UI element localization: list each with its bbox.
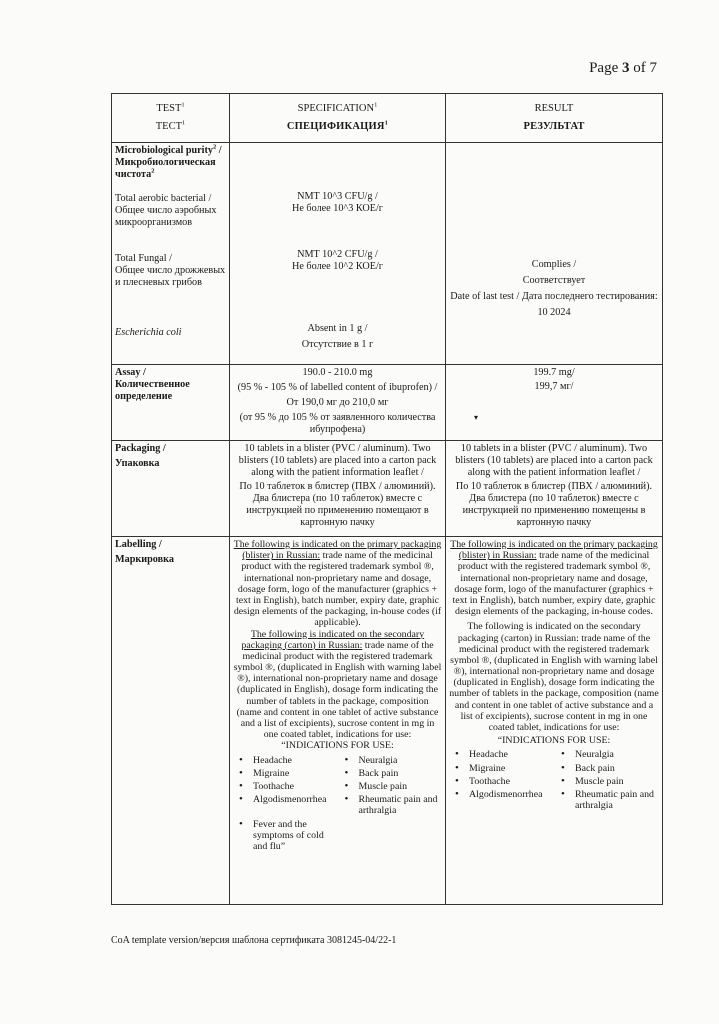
fungal-label-ru: Общее число дрожжевых и плесневых грибов <box>115 265 226 289</box>
ecoli-label: Escherichia coli <box>115 327 182 339</box>
micro-result-ru: Соответствует <box>522 275 586 287</box>
packaging-result-cell <box>446 441 663 537</box>
assay-test-cell <box>112 365 230 441</box>
page-current: 3 <box>622 60 630 76</box>
header-spec-ru: СПЕЦИФИКАЦИЯ <box>286 121 385 132</box>
micro-date-value: 10 2024 <box>537 307 571 319</box>
labelling-test-cell <box>112 537 230 905</box>
header-test <box>112 94 230 143</box>
indication-item: • Back pain <box>559 763 659 774</box>
header-specification <box>230 94 446 143</box>
indication-item: • Rheumatic pain and arthralgia <box>343 794 443 816</box>
primary-packaging-result <box>450 539 658 617</box>
indication-item: • Migraine <box>237 768 337 779</box>
indication-item: • Migraine <box>453 763 553 774</box>
micro-spec-cell <box>230 143 446 365</box>
micro-date-label: Date of last test / Дата последнего тестирования: <box>450 291 658 303</box>
indication-item: • Neuralgia <box>343 755 443 766</box>
micro-title: Microbiological purity$^2$ / Микробиологическая чистота$^2$ <box>115 143 222 181</box>
fungal-spec: NMT 10^2 CFU/g / <box>297 249 378 261</box>
assay-spec-pct-ru: (от 95 % до 105 % от заявленного количества ибупрофена) <box>239 412 436 436</box>
assay-label-ru: Количественное определение <box>115 379 190 403</box>
page-prefix: Page <box>589 60 619 76</box>
packaging-result-ru: По 10 таблеток в блистер (ПВХ / алюминий). Два блистера (по 10 таблеток) вместе с инструкцией по применению помещены в картонную пачку <box>455 481 653 529</box>
indication-item: • Toothache <box>453 776 553 787</box>
footnote-mark: 1 <box>374 101 378 109</box>
page-total: 7 <box>649 60 657 76</box>
packaging-label: Packaging / <box>115 443 166 454</box>
micro-test-cell <box>112 143 230 365</box>
assay-result-cell <box>446 365 663 441</box>
secondary-packaging-spec <box>233 629 442 741</box>
assay-spec-range: 190.0 - 210.0 mg <box>302 367 373 378</box>
assay-label: Assay / <box>115 367 146 378</box>
labelling-spec-cell <box>230 537 446 905</box>
labelling-label: Labelling / <box>115 539 162 550</box>
footnote-mark: 1 <box>181 101 185 109</box>
footnote-mark: 1 <box>182 119 186 127</box>
indications-title-result: “INDICATIONS FOR USE: <box>497 735 611 747</box>
packaging-result: 10 tablets in a blister (PVC / aluminum). Two blisters (10 tablets) are placed into a carton pack along with the patient information leaflet / <box>455 443 653 479</box>
template-version-footer: CoA template version/версия шаблона сертификата 3081245-04/22-1 <box>111 935 397 946</box>
indication-item: • Back pain <box>343 768 443 779</box>
footnote-mark: 1 <box>384 119 389 127</box>
header-result-ru: РЕЗУЛЬТАТ <box>523 121 585 132</box>
primary-intro-result: The following is indicated on the primary packaging (blister) in Russian: <box>450 539 658 562</box>
indication-item: • Headache <box>453 749 553 760</box>
indication-item: • Algodismenorrhea <box>453 789 553 811</box>
primary-text: trade name of the medicinal product with the registered trademark symbol ®, international non-proprietary name and dosage, dosage form, logo of the manufacturer (graphics + text in English), batch number, expiry date, graphic design elements of the packaging, in-house codes (if applicable). <box>233 550 442 629</box>
row-packaging <box>112 441 663 537</box>
assay-spec-range-ru: От 190,0 мг до 210,0 мг <box>286 397 389 409</box>
packaging-label-ru: Упаковка <box>115 458 160 470</box>
indication-item: • Rheumatic pain and arthralgia <box>559 789 659 811</box>
micro-result-cell <box>446 143 663 365</box>
indication-item: • Headache <box>237 755 337 766</box>
indication-item: • Toothache <box>237 781 337 792</box>
secondary-intro: The following is indicated on the secondary packaging (carton) in Russian: <box>241 628 425 651</box>
indication-item: • Fever and the symptoms of cold and flu” <box>237 819 337 853</box>
secondary-text-result: trade name of the medicinal product with the registered trademark symbol ®, (duplicated in English with warning label ®), international non-proprietary name and dosage (duplicated in English), dosage form indicating the number of tablets in the package, composition (name and content in one tablet of active substance and a list of excipients), sucrose content in mg in one coated tablet, indications for use: <box>449 632 659 733</box>
row-microbiological <box>112 143 663 365</box>
fungal-label: Total Fungal / <box>115 253 173 265</box>
assay-spec-cell <box>230 365 446 441</box>
secondary-packaging-result <box>449 621 659 733</box>
row-assay <box>112 365 663 441</box>
indication-item: • Muscle pain <box>343 781 443 792</box>
header-row <box>112 94 663 143</box>
packaging-test-cell <box>112 441 230 537</box>
indications-list-spec <box>233 755 442 853</box>
assay-spec-pct: (95 % - 105 % of labelled content of ibuprofen) / <box>237 382 438 394</box>
assay-result-ru: 199,7 мг/ <box>534 381 574 393</box>
aerobic-label-ru: Общее число аэробных микроорганизмов <box>115 205 217 229</box>
packaging-spec: 10 tablets in a blister (PVC / aluminum). Two blisters (10 tablets) are placed into a carton pack along with the patient information leaflet / <box>238 443 437 479</box>
page-number <box>589 60 657 77</box>
aerobic-spec-ru: Не более 10^3 КОЕ/г <box>292 203 383 215</box>
header-test-en: TEST <box>156 103 182 115</box>
indication-item: • Algodismenorrhea <box>237 794 337 816</box>
stray-mark: ▾ <box>474 413 479 422</box>
labelling-label-ru: Маркировка <box>115 554 174 566</box>
page-sep: of <box>633 60 646 76</box>
indication-item: • Muscle pain <box>559 776 659 787</box>
indication-item: • Neuralgia <box>559 749 659 760</box>
primary-packaging-spec <box>234 539 442 628</box>
packaging-spec-ru: По 10 таблеток в блистер (ПВХ / алюминий). Два блистера (по 10 таблеток) вместе с инструкцией по применению помещают в картонную пачку <box>239 481 436 529</box>
indications-title: “INDICATIONS FOR USE: <box>281 740 394 752</box>
primary-text-result: trade name of the medicinal product with the registered trademark symbol ®, international non-proprietary name and dosage, dosage form, logo of the manufacturer (graphics + text in English), batch number, expiry date, graphic design elements of the packaging, in-house codes. <box>452 550 656 618</box>
secondary-text: trade name of the medicinal product with the registered trademark symbol ®, (duplicated in English with warning label ®), international non-proprietary name and dosage (duplicated in English), dosage form indicating the number of tablets in the package, composition (name and content in one tablet of active substance and a list of excipients), sucrose content in mg in one coated tablet, indications for use: <box>233 639 442 741</box>
indications-list-result <box>449 749 659 811</box>
row-labelling <box>112 537 663 905</box>
header-result <box>446 94 663 143</box>
aerobic-spec: NMT 10^3 CFU/g / <box>297 191 378 202</box>
fungal-spec-ru: Не более 10^2 КОЕ/г <box>292 261 383 273</box>
header-spec-en: SPECIFICATION <box>297 103 375 115</box>
certificate-table <box>111 93 663 905</box>
ecoli-spec-ru: Отсутствие в 1 г <box>301 339 374 351</box>
header-test-ru: ТЕСТ <box>155 121 182 132</box>
primary-intro: The following is indicated on the primary packaging (blister) in Russian: <box>233 539 442 562</box>
packaging-spec-cell <box>230 441 446 537</box>
aerobic-label: Total aerobic bacterial / <box>115 193 212 205</box>
labelling-result-cell <box>446 537 663 905</box>
secondary-intro-result: The following is indicated on the secondary packaging (carton) in Russian: <box>457 621 641 644</box>
assay-result: 199.7 mg/ <box>533 367 575 378</box>
micro-result: Complies / <box>531 259 577 270</box>
header-result-en: RESULT <box>534 103 574 115</box>
ecoli-spec: Absent in 1 g / <box>307 323 368 335</box>
